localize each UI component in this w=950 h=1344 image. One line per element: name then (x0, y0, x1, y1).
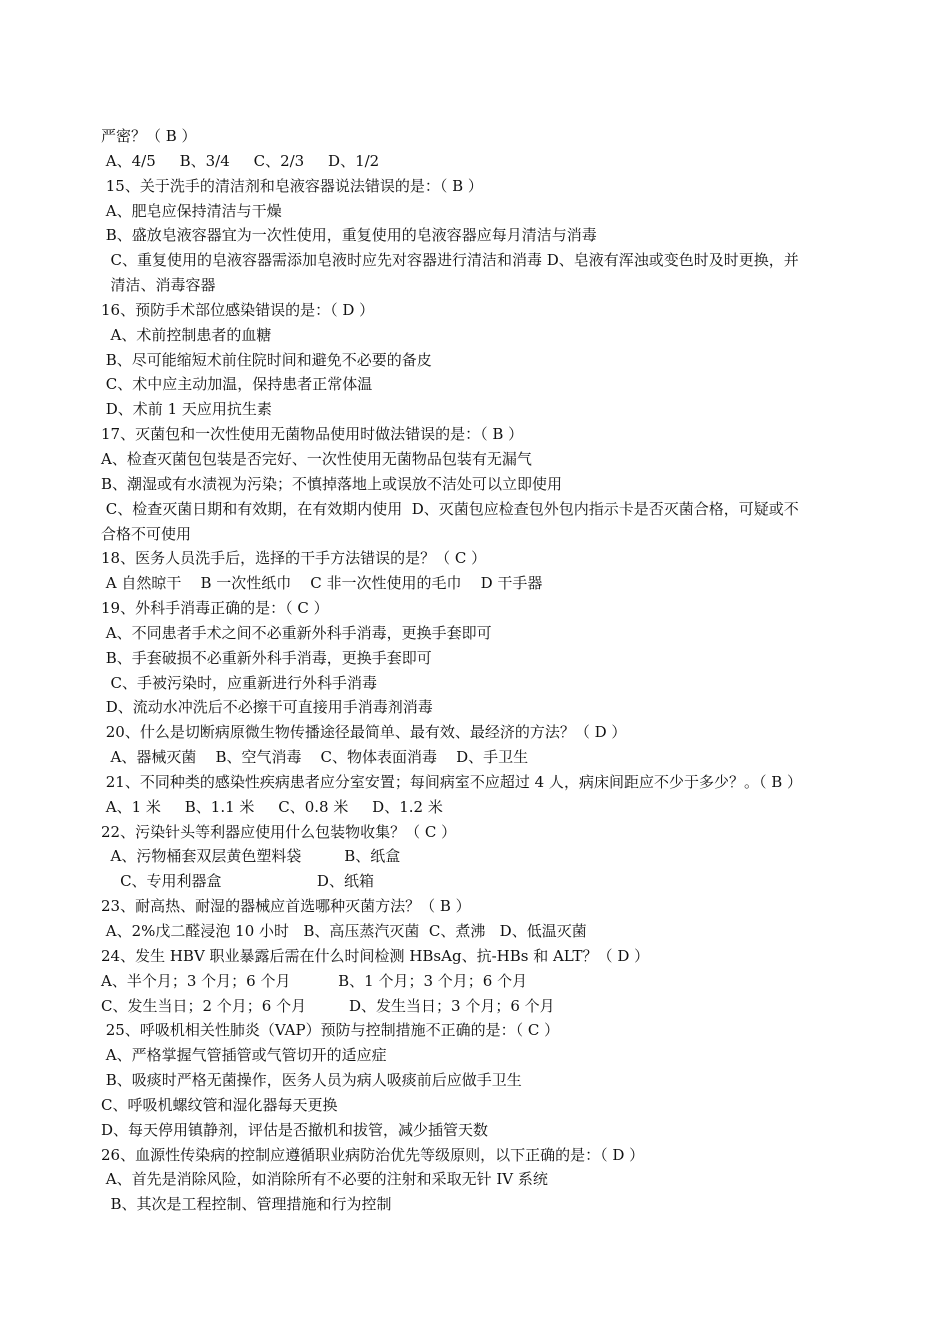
question-24-options-ab: A、半个月；3 个月；6 个月 B、1 个月；3 个月；6 个月 (101, 971, 528, 990)
question-22-options-cd: C、专用利器盒 D、纸箱 (101, 872, 374, 891)
question-25-option-b: B、吸痰时严格无菌操作，医务人员为病人吸痰前后应做手卫生 (101, 1071, 522, 1090)
question-15-option-d-cont: 清洁、消毒容器 (101, 276, 216, 295)
question-14-stem-end: 严密？（ B ） (101, 127, 197, 145)
document-body (101, 124, 871, 1217)
question-16-stem: 16、预防手术部位感染错误的是：（ D ） (101, 300, 375, 319)
question-17-option-d-cont: 合格不可使用 (101, 524, 192, 543)
question-26-option-b: B、其次是工程控制、管理措施和行为控制 (101, 1195, 392, 1214)
question-16-option-a: A、术前控制患者的血糖 (101, 325, 272, 344)
question-22-options-ab: A、污物桶套双层黄色塑料袋 B、纸盒 (101, 847, 401, 866)
question-24-stem: 24、发生 HBV 职业暴露后需在什么时间检测 HBsAg、抗-HBs 和 ALT？（ D ） (101, 946, 650, 965)
question-15-stem: 15、关于洗手的清洁剂和皂液容器说法错误的是：（ B ） (101, 176, 483, 195)
question-26-stem: 26、血源性传染病的控制应遵循职业病防治优先等级原则，以下正确的是：（ D ） (101, 1145, 645, 1164)
question-18-stem: 18、医务人员洗手后，选择的干手方法错误的是？（ C ） (101, 549, 487, 568)
question-15-option-c-d: C、重复使用的皂液容器需添加皂液时应先对容器进行清洁和消毒 D、皂液有浑浊或变色时及时更换，并 (101, 251, 799, 270)
question-19-option-c: C、手被污染时，应重新进行外科手消毒 (101, 673, 378, 692)
question-16-option-d: D、术前 1 天应用抗生素 (101, 400, 272, 419)
question-19-option-d: D、流动水冲洗后不必擦干可直接用手消毒剂消毒 (101, 698, 433, 717)
question-24-options-cd: C、发生当日；2 个月；6 个月 D、发生当日；3 个月；6 个月 (101, 996, 555, 1015)
question-22-stem: 22、污染针头等利器应使用什么包装物收集？（ C ） (101, 822, 457, 841)
question-20-options: A、器械灭菌 B、空气消毒 C、物体表面消毒 D、手卫生 (101, 748, 529, 767)
question-16-option-c: C、术中应主动加温，保持患者正常体温 (101, 375, 373, 394)
question-23-options: A、2%戊二醛浸泡 10 小时 B、高压蒸汽灭菌 C、煮沸 D、低温灭菌 (101, 922, 587, 940)
question-17-option-c-d: C、检查灭菌日期和有效期，在有效期内使用 D、灭菌包应检查包外包内指示卡是否灭菌合格，可疑或不 (101, 499, 799, 518)
question-15-option-b: B、盛放皂液容器宜为一次性使用，重复使用的皂液容器应每月清洁与消毒 (101, 226, 597, 245)
question-18-options: A 自然晾干 B 一次性纸巾 C 非一次性使用的毛巾 D 干手器 (101, 574, 543, 593)
question-25-stem: 25、呼吸机相关性肺炎（VAP）预防与控制措施不正确的是：（ C ） (101, 1021, 560, 1040)
question-17-option-b: B、潮湿或有水渍视为污染；不慎掉落地上或误放不洁处可以立即使用 (101, 474, 563, 493)
question-19-option-b: B、手套破损不必重新外科手消毒，更换手套即可 (101, 648, 432, 667)
question-26-option-a: A、首先是消除风险，如消除所有不必要的注射和采取无针 IV 系统 (101, 1170, 548, 1189)
question-21-stem: 21、不同种类的感染性疾病患者应分室安置；每间病室不应超过 4 人，病床间距应不少于多少？。（ B ） (101, 772, 802, 791)
question-17-stem: 17、灭菌包和一次性使用无菌物品使用时做法错误的是：（ B ） (101, 425, 524, 444)
question-25-option-c: C、呼吸机螺纹管和湿化器每天更换 (101, 1095, 338, 1114)
question-19-stem: 19、外科手消毒正确的是：（ C ） (101, 599, 329, 618)
question-19-option-a: A、不同患者手术之间不必重新外科手消毒，更换手套即可 (101, 623, 492, 642)
question-16-option-b: B、尽可能缩短术前住院时间和避免不必要的备皮 (101, 350, 432, 369)
question-21-options: A、1 米 B、1.1 米 C、0.8 米 D、1.2 米 (101, 797, 443, 816)
question-17-option-a: A、检查灭菌包包装是否完好、一次性使用无菌物品包装有无漏气 (101, 449, 532, 468)
question-20-stem: 20、什么是切断病原微生物传播途径最简单、最有效、最经济的方法？（ D ） (101, 723, 627, 742)
question-23-stem: 23、耐高热、耐湿的器械应首选哪种灭菌方法？（ B ） (101, 897, 471, 916)
question-14-options: A、4/5 B、3/4 C、2/3 D、1/2 (101, 151, 380, 170)
question-25-option-d: D、每天停用镇静剂，评估是否撤机和拔管，减少插管天数 (101, 1120, 489, 1139)
question-15-option-a: A、肥皂应保持清洁与干燥 (101, 201, 282, 220)
question-25-option-a: A、严格掌握气管插管或气管切开的适应症 (101, 1046, 387, 1065)
